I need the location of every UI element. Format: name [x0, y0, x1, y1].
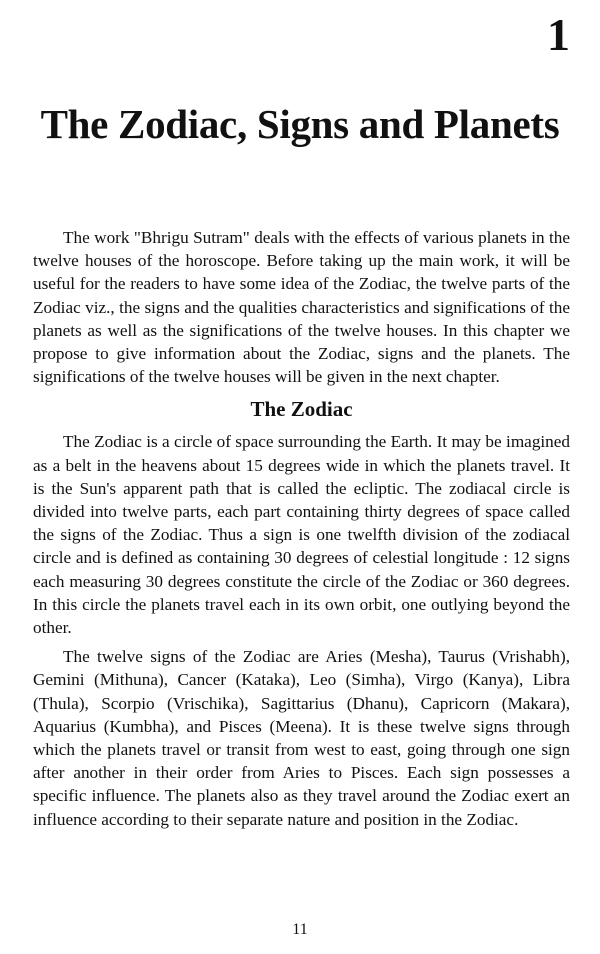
body-text: [33, 226, 570, 831]
page-number: 11: [292, 921, 308, 938]
section-heading-zodiac: The Zodiac: [250, 397, 353, 422]
chapter-number: 1: [547, 9, 570, 60]
chapter-title: The Zodiac, Signs and Planets: [40, 101, 560, 147]
zodiac-paragraph-2: The twelve signs of the Zodiac are Aries (Mesha), Taurus (Vrishabh), Gemini (Mithuna), Cancer (Kataka), Leo (Simha), Virgo (Kanya), Libra (Thula), Scorpio (Vrischika), Sagittarius (Dhanu), Capricorn (Makara), Aquarius (Kumbha), and Pisces (Meena). It is these twelve signs through which the planets travel or transit from west to east, going through one sign after another in their order from Aries to Pisces. Each sign possesses a specific influence. The planets also as they travel around the Zodiac exert an influence according to their separate nature and position in the Zodiac.: [33, 647, 570, 829]
zodiac-paragraph-1: The Zodiac is a circle of space surrounding the Earth. It may be imagined as a belt in the heavens about 15 degrees wide in which the planets travel. It is the Sun's apparent path that is called the ecliptic. The zodiacal circle is divided into twelve parts, each part containing thirty degrees of space called the signs of the Zodiac. Thus a sign is one twelfth division of the zodiacal circle and is defined as containing 30 degrees of celestial longitude : 12 signs each measuring 30 degrees constitute the circle of the Zodiac or 360 degrees. In this circle the planets travel each in its own orbit, one outlying beyond the other.: [33, 432, 570, 638]
intro-paragraph: The work "Bhrigu Sutram" deals with the effects of various planets in the twelve houses of the horoscope. Before taking up the main work, it will be useful for the readers to have some idea of the Zodiac, the twelve parts of the Zodiac viz., the signs and the qualities characteristics and significations of the planets as well as the significations of the twelve houses. In this chapter we propose to give information about the Zodiac, signs and the planets. The significations of the twelve houses will be given in the next chapter.: [33, 228, 570, 387]
